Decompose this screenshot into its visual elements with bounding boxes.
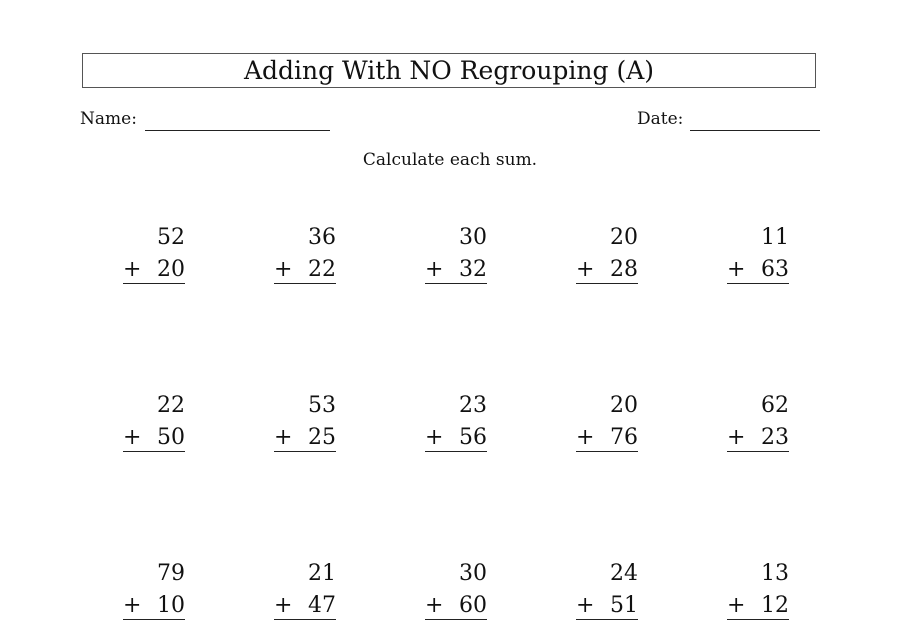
sum-line	[576, 283, 638, 284]
addend-bottom: 12	[761, 593, 789, 618]
addend-top: 62	[761, 393, 789, 418]
sum-line	[727, 283, 789, 284]
plus-sign: +	[727, 257, 746, 282]
plus-sign: +	[576, 257, 595, 282]
plus-sign: +	[727, 593, 746, 618]
addition-problem	[274, 393, 336, 453]
addend-top: 21	[308, 561, 336, 586]
addend-bottom: 50	[157, 425, 185, 450]
addend-bottom: 56	[459, 425, 487, 450]
sum-line	[727, 619, 789, 620]
addition-problem	[727, 561, 789, 621]
addition-problem	[727, 393, 789, 453]
addend-bottom: 47	[308, 593, 336, 618]
addend-bottom: 10	[157, 593, 185, 618]
addend-bottom: 51	[610, 593, 638, 618]
addition-problem	[576, 393, 638, 453]
instructions: Calculate each sum.	[362, 150, 538, 170]
addend-bottom: 63	[761, 257, 789, 282]
addition-problem	[425, 561, 487, 621]
addend-top: 36	[308, 225, 336, 250]
addend-top: 24	[610, 561, 638, 586]
addition-problem	[123, 225, 185, 285]
sum-line	[123, 619, 185, 620]
date-answer-line[interactable]	[690, 130, 820, 131]
addend-top: 11	[761, 225, 789, 250]
addition-problem	[727, 225, 789, 285]
addend-top: 20	[610, 225, 638, 250]
sum-line	[425, 283, 487, 284]
date-label: Date:	[637, 109, 684, 129]
addend-bottom: 23	[761, 425, 789, 450]
plus-sign: +	[123, 257, 142, 282]
addend-top: 30	[459, 561, 487, 586]
name-answer-line[interactable]	[145, 130, 330, 131]
addition-problem	[274, 225, 336, 285]
addition-problem	[576, 561, 638, 621]
plus-sign: +	[576, 593, 595, 618]
plus-sign: +	[123, 425, 142, 450]
sum-line	[425, 619, 487, 620]
addition-problem	[123, 561, 185, 621]
addend-top: 23	[459, 393, 487, 418]
plus-sign: +	[274, 257, 293, 282]
addend-bottom: 32	[459, 257, 487, 282]
sum-line	[425, 451, 487, 452]
plus-sign: +	[274, 593, 293, 618]
addend-bottom: 20	[157, 257, 185, 282]
addend-top: 20	[610, 393, 638, 418]
plus-sign: +	[727, 425, 746, 450]
addend-top: 79	[157, 561, 185, 586]
plus-sign: +	[425, 257, 444, 282]
addend-top: 53	[308, 393, 336, 418]
addition-problem	[576, 225, 638, 285]
sum-line	[727, 451, 789, 452]
addition-problem	[425, 393, 487, 453]
sum-line	[274, 451, 336, 452]
sum-line	[123, 283, 185, 284]
name-label: Name:	[80, 109, 137, 129]
addend-bottom: 76	[610, 425, 638, 450]
plus-sign: +	[425, 593, 444, 618]
sum-line	[576, 619, 638, 620]
addition-problem	[123, 393, 185, 453]
addend-top: 30	[459, 225, 487, 250]
addend-top: 22	[157, 393, 185, 418]
sum-line	[274, 619, 336, 620]
sum-line	[123, 451, 185, 452]
addend-bottom: 22	[308, 257, 336, 282]
plus-sign: +	[274, 425, 293, 450]
sum-line	[576, 451, 638, 452]
sum-line	[274, 283, 336, 284]
plus-sign: +	[576, 425, 595, 450]
addition-problem	[425, 225, 487, 285]
plus-sign: +	[425, 425, 444, 450]
addend-bottom: 60	[459, 593, 487, 618]
addend-bottom: 25	[308, 425, 336, 450]
addend-top: 13	[761, 561, 789, 586]
plus-sign: +	[123, 593, 142, 618]
addend-bottom: 28	[610, 257, 638, 282]
addition-problem	[274, 561, 336, 621]
addend-top: 52	[157, 225, 185, 250]
worksheet-title: Adding With NO Regrouping (A)	[82, 53, 816, 88]
